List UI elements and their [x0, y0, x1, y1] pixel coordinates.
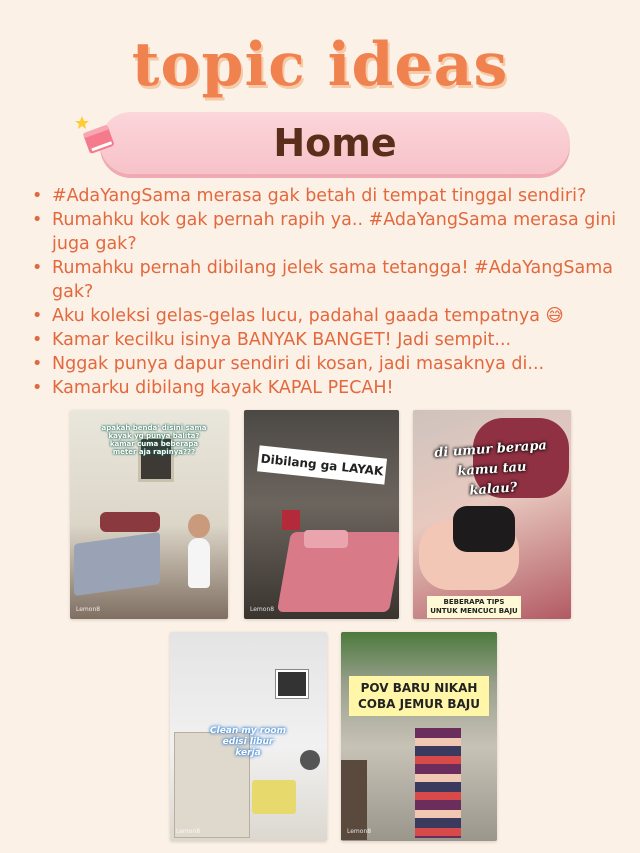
chair-shape — [282, 510, 300, 530]
watermark: Lemon8 — [176, 828, 201, 835]
mattress-shape — [74, 532, 160, 596]
black-garment — [453, 506, 515, 552]
topic-list — [32, 184, 627, 400]
topic-item: • Kamarku dibilang kayak KAPAL PECAH! — [52, 376, 627, 400]
topic-item: • Aku koleksi gelas-gelas lucu, padahal gaada tempatnya 😅 — [52, 304, 627, 328]
section-header — [100, 112, 570, 174]
thumbnail-laundry-tips[interactable] — [413, 410, 571, 619]
clothes-stack — [415, 728, 461, 838]
topic-item: • Rumahku pernah dibilang jelek sama tetangga! #AdaYangSama gak? — [52, 256, 627, 304]
thumbnail-dark-room[interactable] — [244, 410, 399, 619]
frame-shape — [276, 670, 308, 698]
watermark: Lemon8 — [347, 828, 372, 835]
watermark: Lemon8 — [76, 606, 101, 613]
section-label: Home — [273, 121, 397, 165]
pillow-shape — [304, 530, 348, 548]
thumbnail-caption: di umur berapa kamu tau kalau? — [433, 438, 548, 499]
topic-item: • Rumahku kok gak pernah rapih ya.. #AdaYangSama merasa gini juga gak? — [52, 208, 627, 256]
child-head — [188, 514, 210, 538]
mattress-shape — [252, 780, 296, 814]
fan-shape — [300, 750, 320, 770]
topic-item: • Nggak punya dapur sendiri di kosan, jadi masaknya di... — [52, 352, 627, 376]
topic-item: • Kamar kecilku isinya BANYAK BANGET! Jadi sempit... — [52, 328, 627, 352]
thumbnail-caption: apakah benda' disini sama kayak yg punya balita? kamar cuma beberapa meter aja rapinya??? — [101, 424, 207, 456]
thumbnail-caption: Clean my room edisi libur kerja — [210, 726, 286, 758]
topic-item: • #AdaYangSama merasa gak betah di tempat tinggal sendiri? — [52, 184, 627, 208]
thumbnail-caption: Dibilang ga LAYAK — [257, 445, 387, 484]
child-figure — [188, 538, 210, 588]
thumbnail-laundry-drying[interactable] — [341, 632, 497, 841]
thumbnail-clean-room[interactable] — [170, 632, 327, 841]
thumbnail-caption: POV BARU NIKAH COBA JEMUR BAJU — [349, 676, 489, 716]
page-title: topic ideas — [131, 30, 509, 100]
thumbnail-subcaption: BEBERAPA TIPS UNTUK MENCUCI BAJU — [427, 596, 521, 618]
watermark: Lemon8 — [250, 606, 275, 613]
book-star-icon — [74, 112, 118, 156]
thumbnail-messy-room[interactable] — [70, 410, 228, 619]
blanket-shape — [100, 512, 160, 532]
